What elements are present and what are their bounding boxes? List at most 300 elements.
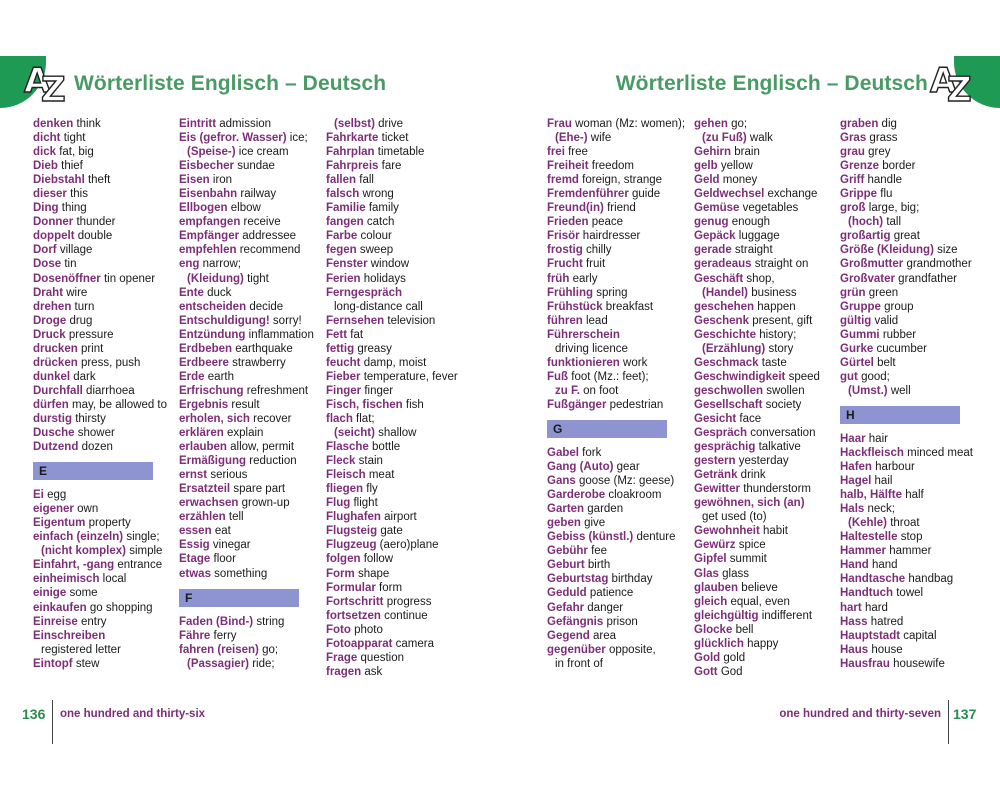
translation: fat, big [59, 146, 94, 159]
translation: gold [723, 651, 746, 664]
dictionary-entry [840, 544, 1000, 558]
translation: belt [877, 356, 896, 369]
headword: Führerschein [547, 328, 620, 341]
translation: refreshment [246, 384, 309, 397]
translation: tight [247, 272, 269, 285]
dictionary-entry [694, 117, 854, 131]
dictionary-entry [840, 173, 1000, 187]
dictionary-entry [840, 474, 1000, 488]
headword: Fußgänger [547, 398, 607, 411]
headword: Grippe [840, 188, 878, 201]
dictionary-entry [326, 173, 486, 187]
dictionary-entry [326, 412, 486, 426]
translation: brain [734, 146, 760, 159]
translation: yellow [720, 160, 753, 173]
headword: Droge [33, 314, 67, 327]
headword: Erde [179, 370, 205, 383]
translation: double [77, 230, 113, 243]
headword: Getränk [694, 469, 738, 482]
headword: Einfahrt, -gang [33, 559, 115, 572]
headword: Fieber [326, 370, 361, 383]
headword: (selbst) [334, 118, 375, 130]
translation: woman (Mz: women); [575, 118, 686, 130]
dictionary-entry [179, 370, 339, 384]
translation: breakfast [605, 300, 654, 313]
translation: timetable [377, 146, 425, 159]
translation: fare [381, 160, 402, 173]
headword: grün [840, 286, 866, 299]
headword: Geburtstag [547, 573, 609, 586]
translation: garden [587, 503, 624, 516]
headword: geradeaus [694, 258, 752, 271]
headword: Gewohnheit [694, 525, 760, 538]
translation: gate [380, 525, 403, 538]
headword: erwachsen [179, 497, 239, 510]
dictionary-entry [179, 538, 339, 552]
headword: Dose [33, 258, 62, 271]
dictionary-entry [179, 243, 339, 257]
headword: Eisenbahn [179, 188, 238, 201]
dictionary-entry [547, 474, 707, 488]
dictionary-entry [694, 286, 854, 300]
dictionary-entry [33, 342, 193, 356]
translation: elbow [230, 202, 261, 215]
translation: birth [587, 559, 611, 572]
translation: flat; [356, 412, 375, 425]
headword: Geschenk [694, 314, 749, 327]
headword: Hals [840, 503, 865, 516]
headword: Geschwindigkeit [694, 370, 786, 383]
dictionary-entry [840, 488, 1000, 502]
translation: on foot [583, 384, 619, 397]
translation: grey [868, 146, 891, 159]
page-number-words-left: one hundred and thirty-six [60, 708, 206, 720]
translation: in front of [555, 657, 603, 670]
headword: Geldwechsel [694, 188, 765, 201]
translation: reduction [249, 455, 297, 468]
headword: Fortschritt [326, 595, 384, 608]
headword: Druck [33, 328, 66, 341]
headword: großartig [840, 230, 891, 243]
translation: work [623, 356, 648, 369]
dictionary-entry [547, 516, 707, 530]
translation: opposite, [609, 643, 656, 656]
translation: rubber [882, 328, 917, 341]
dictionary-entry [840, 384, 1000, 398]
headword: Gewürz [694, 539, 736, 552]
dictionary-entry [694, 187, 854, 201]
headword: Gott [694, 665, 718, 678]
translation: pedestrian [609, 398, 664, 411]
headword: Familie [326, 202, 366, 215]
headword: Geduld [547, 587, 587, 600]
translation: border [882, 160, 916, 173]
dictionary-entry [326, 342, 486, 356]
headword: Geburt [547, 559, 585, 572]
translation: tall [886, 216, 902, 229]
dictionary-entry [179, 272, 339, 286]
headword: Großmutter [840, 258, 904, 271]
dictionary-entry [326, 286, 486, 300]
headword: Fahrplan [326, 146, 375, 159]
dictionary-entry [694, 300, 854, 314]
translation: meat [368, 469, 395, 482]
translation: television [387, 314, 436, 327]
dictionary-entry [840, 586, 1000, 600]
dictionary-entry [326, 145, 486, 159]
translation: wrong [362, 188, 394, 201]
dictionary-entry [840, 558, 1000, 572]
translation: minced meat [907, 446, 973, 459]
translation: hair [868, 432, 888, 445]
dictionary-entry [326, 496, 486, 510]
translation: spring [596, 286, 628, 299]
translation: conversation [750, 427, 816, 440]
dictionary-entry [547, 131, 707, 145]
dictionary-entry [179, 187, 339, 201]
dictionary-entry [694, 243, 854, 257]
translation: string [256, 615, 285, 628]
dictionary-entry [33, 314, 193, 328]
dictionary-entry [840, 117, 1000, 131]
translation: simple [129, 545, 163, 558]
headword: gegenüber [547, 643, 606, 656]
dictionary-entry [694, 665, 854, 679]
headword: Haus [840, 643, 869, 656]
headword: glücklich [694, 637, 744, 650]
dictionary-entry [33, 544, 193, 558]
headword: Eintritt [179, 118, 217, 130]
dictionary-entry [326, 272, 486, 286]
dictionary-entry [694, 623, 854, 637]
dictionary-entry [694, 524, 854, 538]
dictionary-entry [694, 159, 854, 173]
dictionary-entry [547, 488, 707, 502]
headword: Fleisch [326, 469, 366, 482]
headword: Fuß [547, 370, 569, 383]
translation: summit [729, 553, 767, 566]
translation: present, gift [752, 314, 813, 327]
dictionary-entry [33, 558, 193, 572]
translation: go; [731, 118, 748, 130]
headword: gewöhnen, sich (an) [694, 497, 805, 510]
translation: ferry [213, 629, 237, 642]
dictionary-entry [840, 243, 1000, 257]
translation: railway [240, 188, 277, 201]
headword: funktionieren [547, 356, 620, 369]
headword: (Umst.) [848, 384, 888, 397]
dictionary-entry [326, 257, 486, 271]
dictionary-entry [694, 510, 854, 524]
headword: fangen [326, 216, 364, 229]
translation: enough [731, 216, 771, 229]
headword: Hand [840, 559, 869, 572]
dictionary-entry [694, 440, 854, 454]
dictionary-entry [179, 629, 339, 643]
dictionary-entry [33, 643, 193, 657]
dictionary-entry [179, 482, 339, 496]
translation: cucumber [876, 342, 927, 355]
dictionary-entry [547, 629, 707, 643]
dictionary-entry [326, 229, 486, 243]
translation: earthquake [235, 342, 293, 355]
dictionary-entry [547, 356, 707, 370]
translation: early [572, 272, 598, 285]
dictionary-entry [547, 286, 707, 300]
translation: hard [864, 601, 888, 614]
dictionary-entry [326, 482, 486, 496]
dictionary-entry [33, 159, 193, 173]
headword: glauben [694, 581, 739, 594]
dictionary-entry [33, 384, 193, 398]
translation: sweep [359, 244, 394, 257]
dictionary-entry [840, 328, 1000, 342]
headword: Fahrpreis [326, 160, 379, 173]
translation: throat [890, 517, 920, 530]
dictionary-entry [326, 314, 486, 328]
headword: Ermäßigung [179, 455, 247, 468]
headword: erlauben [179, 441, 227, 454]
dictionary-entry [694, 398, 854, 412]
dictionary-entry [179, 159, 339, 173]
dictionary-entry [326, 398, 486, 412]
headword: Hass [840, 615, 868, 628]
headword: gut [840, 370, 858, 383]
dictionary-entry [694, 426, 854, 440]
headword: (Kehle) [848, 517, 887, 530]
dictionary-entry [694, 412, 854, 426]
dictionary-entry [33, 272, 193, 286]
headword: Formular [326, 581, 376, 594]
dictionary-entry [840, 370, 1000, 384]
translation: wire [66, 286, 88, 299]
translation: progress [386, 595, 432, 608]
headword: gesprächig [694, 441, 756, 454]
headword: einfach (einzeln) [33, 531, 124, 544]
word-column-6 [840, 117, 1000, 671]
translation: dig [881, 118, 897, 130]
page-number-words-right: one hundred and thirty-seven [779, 708, 941, 720]
translation: peace [591, 216, 624, 229]
dictionary-entry [179, 300, 339, 314]
translation: hail [874, 475, 893, 488]
headword: empfehlen [179, 244, 237, 257]
dictionary-entry [694, 637, 854, 651]
headword: Flugzeug [326, 539, 377, 552]
headword: Erfrischung [179, 384, 244, 397]
translation: ride; [252, 657, 275, 670]
dictionary-entry [33, 300, 193, 314]
headword: Frage [326, 651, 358, 664]
translation: turn [74, 300, 95, 313]
headword: Gabel [547, 446, 579, 459]
headword: Frieden [547, 216, 589, 229]
dictionary-entry [840, 356, 1000, 370]
dictionary-entry [326, 538, 486, 552]
dictionary-entry [326, 567, 486, 581]
headword: geschwollen [694, 384, 764, 397]
translation: iron [212, 174, 233, 187]
headword: Ersatzteil [179, 483, 231, 496]
headword: Hauptstadt [840, 629, 901, 642]
dictionary-entry [33, 328, 193, 342]
translation: well [890, 384, 911, 397]
dictionary-entry [840, 460, 1000, 474]
translation: money [722, 174, 758, 187]
translation: luggage [738, 230, 780, 243]
translation: gear [616, 461, 640, 474]
translation: property [88, 517, 131, 530]
translation: drug [69, 314, 93, 327]
translation: dark [73, 370, 96, 383]
dictionary-entry [33, 629, 193, 643]
translation: receive [243, 216, 281, 229]
section-letter-bar: E [33, 462, 153, 480]
page-title-left: Wörterliste Englisch – Deutsch [74, 72, 387, 95]
headword: Dorf [33, 244, 57, 257]
dictionary-entry [547, 159, 707, 173]
headword: Fleck [326, 455, 356, 468]
translation: decide [249, 300, 284, 313]
headword: genug [694, 216, 729, 229]
dictionary-entry [33, 187, 193, 201]
translation: birthday [611, 573, 653, 586]
dictionary-entry [547, 446, 707, 460]
translation: theft [87, 174, 111, 187]
headword: Ding [33, 202, 59, 215]
translation: fall [359, 174, 374, 187]
translation: holidays [363, 272, 406, 285]
translation: recommend [239, 244, 301, 257]
translation: sundae [237, 160, 275, 173]
headword: erklären [179, 427, 224, 440]
dictionary-entry [840, 131, 1000, 145]
dictionary-entry [547, 300, 707, 314]
dictionary-entry [840, 530, 1000, 544]
translation: fruit [585, 258, 606, 271]
translation: hand [871, 559, 898, 572]
dictionary-entry [694, 651, 854, 665]
dictionary-entry [694, 328, 854, 342]
headword: Eis (gefror. Wasser) [179, 132, 287, 145]
dictionary-entry [694, 370, 854, 384]
dictionary-entry [694, 257, 854, 271]
headword: Gras [840, 132, 867, 145]
translation: result [231, 398, 260, 411]
dictionary-entry [840, 643, 1000, 657]
dictionary-entry [694, 482, 854, 496]
headword: Haltestelle [840, 531, 898, 544]
dictionary-entry [326, 131, 486, 145]
headword: einige [33, 587, 67, 600]
headword: gerade [694, 244, 732, 257]
dictionary-entry [33, 502, 193, 516]
dictionary-entry [547, 117, 707, 131]
dictionary-entry [547, 398, 707, 412]
translation: wife [590, 132, 612, 145]
dictionary-entry [840, 516, 1000, 530]
headword: gehen [694, 118, 728, 130]
translation: entrance [117, 559, 163, 572]
dictionary-entry [179, 552, 339, 566]
headword: Gang (Auto) [547, 461, 614, 474]
translation: get used (to) [702, 511, 767, 524]
translation: ask [364, 665, 383, 678]
dictionary-entry [547, 215, 707, 229]
dictionary-entry [326, 609, 486, 623]
headword: gleich [694, 595, 728, 608]
translation: half [905, 489, 924, 502]
headword: (Passagier) [187, 657, 250, 670]
translation: serious [210, 469, 248, 482]
headword: Größe (Kleidung) [840, 244, 934, 257]
dictionary-entry [547, 460, 707, 474]
translation: go; [262, 643, 279, 656]
dictionary-entry [326, 370, 486, 384]
headword: Frisör [547, 230, 580, 243]
dictionary-entry [840, 145, 1000, 159]
translation: something [214, 567, 268, 580]
translation: (aero)plane [379, 539, 439, 552]
translation: thirsty [75, 412, 106, 425]
headword: fliegen [326, 483, 364, 496]
dictionary-entry [547, 187, 707, 201]
dictionary-entry [694, 567, 854, 581]
dictionary-entry [326, 595, 486, 609]
dictionary-entry [326, 300, 486, 314]
headword: fegen [326, 244, 357, 257]
dictionary-entry [326, 356, 486, 370]
footer-divider-left [52, 700, 53, 744]
headword: früh [547, 272, 570, 285]
headword: (Handel) [702, 286, 748, 299]
translation: foreign, strange [582, 174, 663, 187]
translation: catch [366, 216, 395, 229]
headword: Hafen [840, 461, 872, 474]
dictionary-entry [840, 629, 1000, 643]
headword: Frühstück [547, 300, 603, 313]
dictionary-entry [547, 643, 707, 657]
dictionary-entry [326, 637, 486, 651]
translation: fish [405, 398, 424, 411]
dictionary-entry [179, 145, 339, 159]
headword: Gurke [840, 342, 874, 355]
translation: spare part [233, 483, 286, 496]
translation: strawberry [232, 356, 286, 369]
translation: handle [867, 174, 903, 187]
page-number-right: 137 [953, 706, 977, 722]
translation: group [884, 300, 914, 313]
dictionary-entry [33, 356, 193, 370]
headword: (Speise-) [187, 146, 236, 159]
dictionary-entry [694, 314, 854, 328]
dictionary-entry [840, 657, 1000, 671]
headword: Ferien [326, 272, 361, 285]
dictionary-entry [326, 159, 486, 173]
headword: dieser [33, 188, 67, 201]
dictionary-entry [694, 468, 854, 482]
dictionary-entry [840, 215, 1000, 229]
translation: some [69, 587, 98, 600]
headword: einheimisch [33, 573, 100, 586]
translation: free [568, 146, 588, 159]
headword: Ferngespräch [326, 286, 403, 299]
translation: believe [741, 581, 778, 594]
headword: Einreise [33, 615, 78, 628]
headword: Flug [326, 497, 351, 510]
dictionary-entry [33, 488, 193, 502]
word-column-4 [547, 117, 707, 671]
